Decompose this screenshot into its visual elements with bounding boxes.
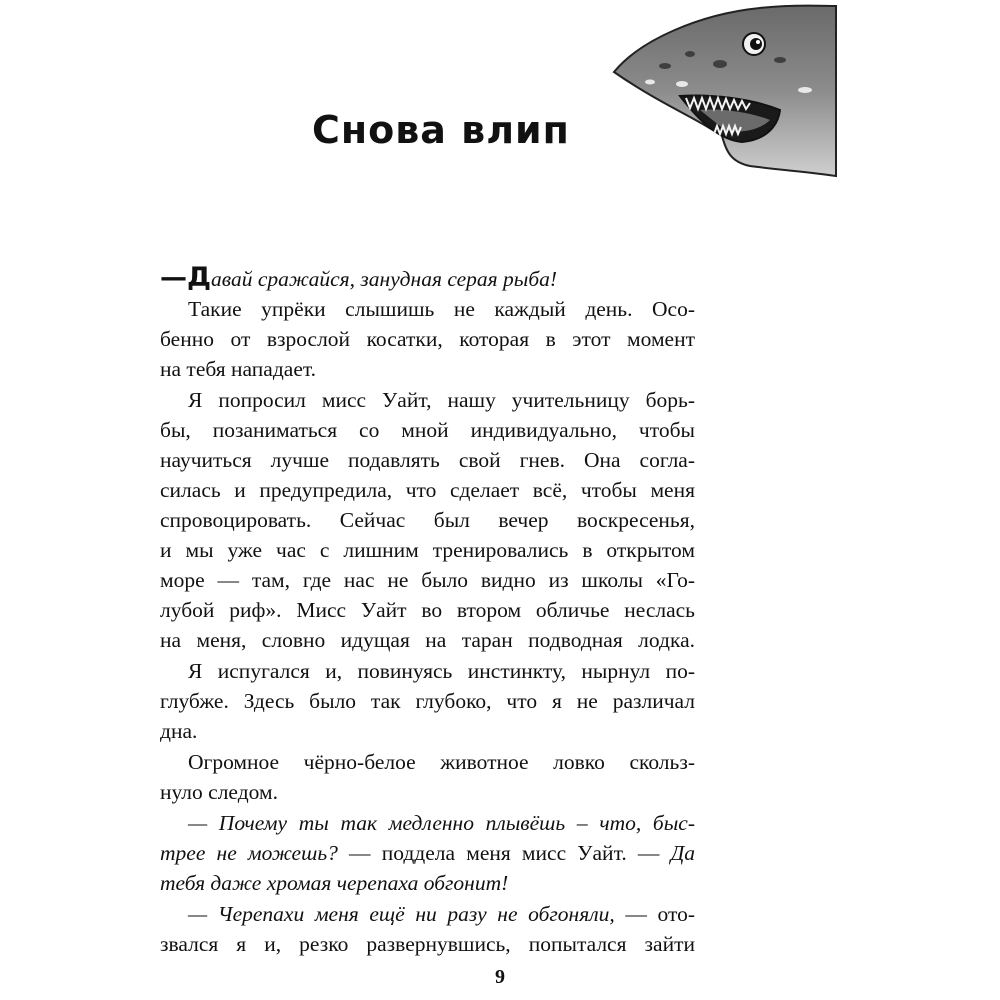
text-line: спровоцировать. Сейчас был вечер воскресенья, xyxy=(160,508,695,532)
text-line xyxy=(188,902,695,927)
text-line: Такие упрёки слышишь не каждый день. Осо- xyxy=(188,297,695,321)
text-line: тебя даже хромая черепаха обгонит! xyxy=(160,871,509,895)
first-line-rest: авай сражайся, занудная серая рыба! xyxy=(211,267,558,291)
chapter-title: Снова влип xyxy=(312,108,570,152)
text-line: силась и предупредила, что сделает всё, чтобы меня xyxy=(160,478,695,502)
speech-narration: — ото- xyxy=(614,902,695,926)
text-line: бы, позаниматься со мной индивидуально, чтобы xyxy=(160,418,695,442)
page-number: 9 xyxy=(495,966,505,988)
text-line: бенно от взрослой косатки, которая в этот момент xyxy=(160,327,695,351)
text-line: дна. xyxy=(160,719,198,743)
text-line: научиться лучше подавлять свой гнев. Она согла- xyxy=(160,448,695,472)
speech-italic: Да xyxy=(670,841,695,865)
text-line: Я попросил мисс Уайт, нашу учительницу борь- xyxy=(188,388,695,412)
text-line: Я испугался и, повинуясь инстинкту, нырнул по- xyxy=(188,659,695,683)
text-line: звался я и, резко развернувшись, попытался зайти xyxy=(160,932,695,956)
text-line: лубой риф». Мисс Уайт во втором обличье неслась xyxy=(160,598,695,622)
text-line: море — там, где нас не было видно из школы «Го- xyxy=(160,568,695,592)
speech-italic: трее не можешь? xyxy=(160,841,338,865)
speech-italic: — Черепахи меня ещё ни разу не обгоняли, xyxy=(188,902,615,926)
text-line xyxy=(160,841,695,866)
text-line: на меня, словно идущая на таран подводная лодка. xyxy=(160,628,695,652)
drop-cap: —Д xyxy=(160,262,212,293)
shark-illustration xyxy=(610,0,840,182)
text-line: глубже. Здесь было так глубоко, что я не различал xyxy=(160,689,695,713)
text-line: — Почему ты так медленно плывёшь – что, быс- xyxy=(188,811,695,835)
text-line: нуло следом. xyxy=(160,780,278,804)
text-line: на тебя нападает. xyxy=(160,357,317,381)
text-line: Огромное чёрно-белое животное ловко скольз- xyxy=(188,750,695,774)
text-line-first xyxy=(160,262,695,293)
speech-narration: — поддела меня мисс Уайт. — xyxy=(337,841,671,865)
text-line: и мы уже час с лишним тренировались в открытом xyxy=(160,538,695,562)
